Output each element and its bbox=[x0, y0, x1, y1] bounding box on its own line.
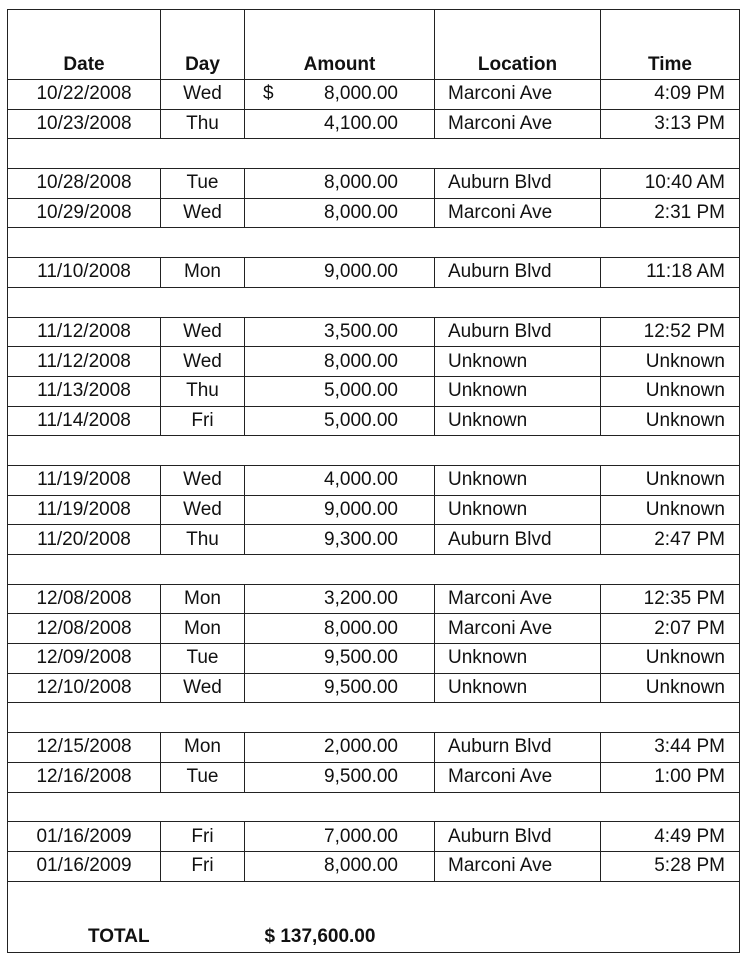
time-cell: 3:13 PM bbox=[601, 109, 740, 139]
spacer-cell bbox=[435, 287, 601, 317]
amount-value: 9,500.00 bbox=[324, 647, 398, 669]
spacer-cell bbox=[435, 228, 601, 258]
day-cell: Mon bbox=[161, 584, 245, 614]
spacer-cell bbox=[161, 555, 245, 585]
amount-value: 9,000.00 bbox=[324, 261, 398, 283]
spacer-cell bbox=[161, 792, 245, 822]
spacer-row bbox=[8, 139, 740, 169]
spacer-cell bbox=[245, 703, 435, 733]
day-cell: Wed bbox=[161, 317, 245, 347]
spacer-cell bbox=[161, 287, 245, 317]
date-cell: 11/19/2008 bbox=[8, 465, 161, 495]
spacer-cell bbox=[8, 436, 161, 466]
amount-value: 5,000.00 bbox=[324, 380, 398, 402]
date-cell: 12/08/2008 bbox=[8, 584, 161, 614]
date-cell: 11/10/2008 bbox=[8, 258, 161, 288]
date-cell: 11/20/2008 bbox=[8, 525, 161, 555]
amount-cell bbox=[245, 80, 435, 110]
day-cell: Wed bbox=[161, 80, 245, 110]
spacer-cell bbox=[245, 287, 435, 317]
amount-value: 3,500.00 bbox=[324, 320, 398, 342]
time-cell: 11:18 AM bbox=[601, 258, 740, 288]
spacer-cell bbox=[435, 555, 601, 585]
amount-cell bbox=[245, 584, 435, 614]
amount-cell bbox=[245, 465, 435, 495]
spacer-cell bbox=[8, 703, 161, 733]
date-cell: 12/10/2008 bbox=[8, 673, 161, 703]
amount-value: 8,000.00 bbox=[324, 350, 398, 372]
date-cell: 10/28/2008 bbox=[8, 169, 161, 199]
spacer-cell bbox=[161, 436, 245, 466]
amount-value: 2,000.00 bbox=[324, 736, 398, 758]
transactions-table bbox=[7, 9, 740, 953]
amount-value: 8,000.00 bbox=[324, 172, 398, 194]
table-row bbox=[8, 495, 740, 525]
location-cell: Marconi Ave bbox=[435, 80, 601, 110]
time-cell: Unknown bbox=[601, 376, 740, 406]
spacer-row bbox=[8, 555, 740, 585]
date-cell: 12/15/2008 bbox=[8, 733, 161, 763]
location-cell: Marconi Ave bbox=[435, 851, 601, 881]
time-cell: 4:09 PM bbox=[601, 80, 740, 110]
total-spacer bbox=[601, 881, 740, 952]
location-cell: Unknown bbox=[435, 644, 601, 674]
spacer-cell bbox=[601, 703, 740, 733]
spacer-cell bbox=[601, 287, 740, 317]
spacer-cell bbox=[601, 139, 740, 169]
day-cell: Fri bbox=[161, 406, 245, 436]
time-cell: 3:44 PM bbox=[601, 733, 740, 763]
table-row bbox=[8, 584, 740, 614]
date-cell: 11/12/2008 bbox=[8, 317, 161, 347]
location-cell: Auburn Blvd bbox=[435, 822, 601, 852]
total-amount: $ 137,600.00 bbox=[245, 881, 435, 952]
date-cell: 01/16/2009 bbox=[8, 822, 161, 852]
header-day: Day bbox=[161, 10, 245, 80]
spacer-cell bbox=[601, 436, 740, 466]
time-cell: Unknown bbox=[601, 406, 740, 436]
spacer-cell bbox=[601, 555, 740, 585]
currency-symbol: $ bbox=[263, 83, 274, 105]
amount-cell bbox=[245, 258, 435, 288]
amount-cell bbox=[245, 376, 435, 406]
spacer-cell bbox=[435, 703, 601, 733]
time-cell: Unknown bbox=[601, 495, 740, 525]
date-cell: 01/16/2009 bbox=[8, 851, 161, 881]
amount-cell bbox=[245, 733, 435, 763]
total-row bbox=[8, 881, 740, 952]
amount-value: 4,000.00 bbox=[324, 469, 398, 491]
location-cell: Auburn Blvd bbox=[435, 317, 601, 347]
day-cell: Wed bbox=[161, 465, 245, 495]
table-row bbox=[8, 851, 740, 881]
spacer-row bbox=[8, 228, 740, 258]
time-cell: Unknown bbox=[601, 347, 740, 377]
time-cell: 2:07 PM bbox=[601, 614, 740, 644]
spacer-cell bbox=[245, 436, 435, 466]
location-cell: Auburn Blvd bbox=[435, 258, 601, 288]
spacer-cell bbox=[161, 703, 245, 733]
spacer-cell bbox=[8, 555, 161, 585]
spacer-row bbox=[8, 792, 740, 822]
amount-value: 9,500.00 bbox=[324, 677, 398, 699]
day-cell: Mon bbox=[161, 614, 245, 644]
amount-cell bbox=[245, 347, 435, 377]
amount-cell bbox=[245, 109, 435, 139]
location-cell: Marconi Ave bbox=[435, 198, 601, 228]
location-cell: Unknown bbox=[435, 465, 601, 495]
location-cell: Marconi Ave bbox=[435, 762, 601, 792]
location-cell: Unknown bbox=[435, 347, 601, 377]
spacer-cell bbox=[601, 792, 740, 822]
time-cell: 2:31 PM bbox=[601, 198, 740, 228]
date-cell: 11/19/2008 bbox=[8, 495, 161, 525]
day-cell: Fri bbox=[161, 822, 245, 852]
table-body bbox=[8, 80, 740, 882]
location-cell: Unknown bbox=[435, 673, 601, 703]
total-spacer bbox=[161, 881, 245, 952]
table-row bbox=[8, 673, 740, 703]
spacer-cell bbox=[161, 228, 245, 258]
time-cell: 2:47 PM bbox=[601, 525, 740, 555]
amount-cell bbox=[245, 644, 435, 674]
table-row bbox=[8, 169, 740, 199]
date-cell: 11/13/2008 bbox=[8, 376, 161, 406]
time-cell: 10:40 AM bbox=[601, 169, 740, 199]
spacer-cell bbox=[245, 792, 435, 822]
header-date: Date bbox=[8, 10, 161, 80]
day-cell: Tue bbox=[161, 169, 245, 199]
day-cell: Fri bbox=[161, 851, 245, 881]
amount-cell bbox=[245, 762, 435, 792]
day-cell: Wed bbox=[161, 198, 245, 228]
amount-value: 4,100.00 bbox=[324, 113, 398, 135]
day-cell: Wed bbox=[161, 495, 245, 525]
table-row bbox=[8, 347, 740, 377]
date-cell: 11/14/2008 bbox=[8, 406, 161, 436]
amount-value: 7,000.00 bbox=[324, 825, 398, 847]
amount-value: 3,200.00 bbox=[324, 588, 398, 610]
header-location: Location bbox=[435, 10, 601, 80]
amount-cell bbox=[245, 851, 435, 881]
date-cell: 10/29/2008 bbox=[8, 198, 161, 228]
spacer-cell bbox=[8, 228, 161, 258]
header-amount: Amount bbox=[245, 10, 435, 80]
day-cell: Thu bbox=[161, 525, 245, 555]
day-cell: Thu bbox=[161, 109, 245, 139]
amount-value: 5,000.00 bbox=[324, 409, 398, 431]
spacer-cell bbox=[8, 287, 161, 317]
header-row bbox=[8, 10, 740, 80]
amount-value: 9,300.00 bbox=[324, 528, 398, 550]
time-cell: 12:35 PM bbox=[601, 584, 740, 614]
location-cell: Unknown bbox=[435, 376, 601, 406]
spacer-cell bbox=[435, 139, 601, 169]
spacer-cell bbox=[601, 228, 740, 258]
location-cell: Marconi Ave bbox=[435, 109, 601, 139]
amount-cell bbox=[245, 822, 435, 852]
amount-cell bbox=[245, 495, 435, 525]
amount-cell bbox=[245, 198, 435, 228]
date-cell: 11/12/2008 bbox=[8, 347, 161, 377]
day-cell: Mon bbox=[161, 258, 245, 288]
total-label: TOTAL bbox=[8, 881, 161, 952]
amount-value: 8,000.00 bbox=[324, 202, 398, 224]
day-cell: Wed bbox=[161, 673, 245, 703]
location-cell: Auburn Blvd bbox=[435, 733, 601, 763]
day-cell: Tue bbox=[161, 762, 245, 792]
total-spacer bbox=[435, 881, 601, 952]
amount-cell bbox=[245, 406, 435, 436]
spacer-cell bbox=[8, 139, 161, 169]
transactions-sheet bbox=[7, 9, 739, 953]
spacer-row bbox=[8, 287, 740, 317]
table-row bbox=[8, 465, 740, 495]
table-row bbox=[8, 109, 740, 139]
day-cell: Thu bbox=[161, 376, 245, 406]
location-cell: Auburn Blvd bbox=[435, 169, 601, 199]
table-row bbox=[8, 317, 740, 347]
amount-value: 9,500.00 bbox=[324, 766, 398, 788]
spacer-row bbox=[8, 703, 740, 733]
location-cell: Unknown bbox=[435, 406, 601, 436]
amount-cell bbox=[245, 673, 435, 703]
time-cell: Unknown bbox=[601, 644, 740, 674]
date-cell: 10/22/2008 bbox=[8, 80, 161, 110]
spacer-cell bbox=[8, 792, 161, 822]
table-row bbox=[8, 80, 740, 110]
spacer-cell bbox=[435, 436, 601, 466]
date-cell: 12/08/2008 bbox=[8, 614, 161, 644]
table-row bbox=[8, 733, 740, 763]
table-row bbox=[8, 822, 740, 852]
table-row bbox=[8, 406, 740, 436]
spacer-row bbox=[8, 436, 740, 466]
amount-value: 8,000.00 bbox=[324, 855, 398, 877]
time-cell: 12:52 PM bbox=[601, 317, 740, 347]
location-cell: Unknown bbox=[435, 495, 601, 525]
date-cell: 12/16/2008 bbox=[8, 762, 161, 792]
location-cell: Auburn Blvd bbox=[435, 525, 601, 555]
table-row bbox=[8, 525, 740, 555]
spacer-cell bbox=[435, 792, 601, 822]
amount-value: 8,000.00 bbox=[324, 83, 398, 105]
location-cell: Marconi Ave bbox=[435, 584, 601, 614]
date-cell: 12/09/2008 bbox=[8, 644, 161, 674]
spacer-cell bbox=[245, 228, 435, 258]
amount-cell bbox=[245, 169, 435, 199]
spacer-cell bbox=[245, 555, 435, 585]
day-cell: Wed bbox=[161, 347, 245, 377]
table-row bbox=[8, 376, 740, 406]
time-cell: 4:49 PM bbox=[601, 822, 740, 852]
spacer-cell bbox=[161, 139, 245, 169]
amount-cell bbox=[245, 317, 435, 347]
table-row bbox=[8, 198, 740, 228]
amount-cell bbox=[245, 614, 435, 644]
time-cell: Unknown bbox=[601, 673, 740, 703]
time-cell: Unknown bbox=[601, 465, 740, 495]
spacer-cell bbox=[245, 139, 435, 169]
table-row bbox=[8, 762, 740, 792]
time-cell: 1:00 PM bbox=[601, 762, 740, 792]
date-cell: 10/23/2008 bbox=[8, 109, 161, 139]
table-row bbox=[8, 644, 740, 674]
amount-value: 8,000.00 bbox=[324, 617, 398, 639]
day-cell: Mon bbox=[161, 733, 245, 763]
table-row bbox=[8, 258, 740, 288]
amount-cell bbox=[245, 525, 435, 555]
table-row bbox=[8, 614, 740, 644]
amount-value: 9,000.00 bbox=[324, 498, 398, 520]
location-cell: Marconi Ave bbox=[435, 614, 601, 644]
time-cell: 5:28 PM bbox=[601, 851, 740, 881]
header-time: Time bbox=[601, 10, 740, 80]
day-cell: Tue bbox=[161, 644, 245, 674]
